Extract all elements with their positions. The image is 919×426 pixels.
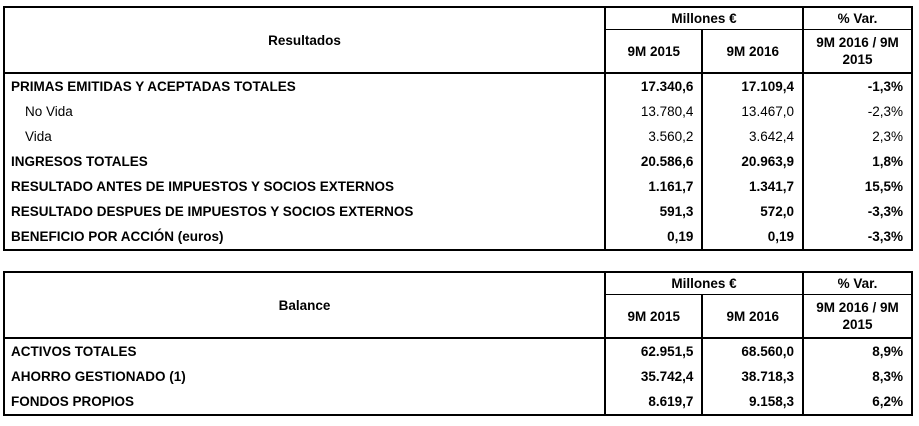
row-value-2015: 8.619,7	[605, 389, 702, 415]
row-label: RESULTADO ANTES DE IMPUESTOS Y SOCIOS EXTERNOS	[4, 174, 605, 199]
row-label: Vida	[4, 124, 605, 149]
row-value-2016: 0,19	[702, 224, 803, 250]
results-title: Resultados	[4, 7, 605, 73]
row-value-2015: 62.951,5	[605, 338, 702, 364]
row-value-2015: 1.161,7	[605, 174, 702, 199]
results-table	[3, 6, 913, 251]
row-value-2016: 17.109,4	[702, 73, 803, 99]
row-variation: 6,2%	[803, 389, 912, 415]
balance-col-2015: 9M 2015	[605, 295, 702, 338]
row-value-2015: 0,19	[605, 224, 702, 250]
row-value-2015: 35.742,4	[605, 364, 702, 389]
row-variation: -1,3%	[803, 73, 912, 99]
row-variation: 8,3%	[803, 364, 912, 389]
row-label: INGRESOS TOTALES	[4, 149, 605, 174]
row-value-2016: 20.963,9	[702, 149, 803, 174]
results-col-2015: 9M 2015	[605, 30, 702, 73]
row-value-2016: 572,0	[702, 199, 803, 224]
results-var-header: % Var.	[803, 7, 912, 30]
table-row	[4, 389, 912, 415]
row-variation: 15,5%	[803, 174, 912, 199]
table-row	[4, 174, 912, 199]
row-value-2015: 20.586,6	[605, 149, 702, 174]
row-variation: 1,8%	[803, 149, 912, 174]
balance-var-sub: 9M 2016 / 9M 2015	[803, 295, 912, 338]
row-variation: -3,3%	[803, 224, 912, 250]
row-value-2015: 13.780,4	[605, 99, 702, 124]
row-label: BENEFICIO POR ACCIÓN (euros)	[4, 224, 605, 250]
balance-var-header: % Var.	[803, 272, 912, 295]
row-value-2016: 1.341,7	[702, 174, 803, 199]
results-var-sub: 9M 2016 / 9M 2015	[803, 30, 912, 73]
row-value-2016: 3.642,4	[702, 124, 803, 149]
results-col-2016: 9M 2016	[702, 30, 803, 73]
row-value-2016: 38.718,3	[702, 364, 803, 389]
row-label: RESULTADO DESPUES DE IMPUESTOS Y SOCIOS EXTERNOS	[4, 199, 605, 224]
table-row	[4, 99, 912, 124]
table-row	[4, 124, 912, 149]
row-variation: 2,3%	[803, 124, 912, 149]
row-value-2015: 591,3	[605, 199, 702, 224]
balance-group-header: Millones €	[605, 272, 803, 295]
balance-col-2016: 9M 2016	[702, 295, 803, 338]
row-variation: 8,9%	[803, 338, 912, 364]
results-group-header: Millones €	[605, 7, 803, 30]
table-row	[4, 149, 912, 174]
table-row	[4, 224, 912, 250]
table-row	[4, 364, 912, 389]
row-label: ACTIVOS TOTALES	[4, 338, 605, 364]
row-variation: -2,3%	[803, 99, 912, 124]
row-label: AHORRO GESTIONADO (1)	[4, 364, 605, 389]
row-label: No Vida	[4, 99, 605, 124]
balance-table	[3, 271, 913, 416]
row-value-2015: 3.560,2	[605, 124, 702, 149]
row-value-2015: 17.340,6	[605, 73, 702, 99]
row-label: FONDOS PROPIOS	[4, 389, 605, 415]
table-row	[4, 338, 912, 364]
balance-title: Balance	[4, 272, 605, 338]
table-row	[4, 199, 912, 224]
row-variation: -3,3%	[803, 199, 912, 224]
table-row	[4, 73, 912, 99]
row-value-2016: 9.158,3	[702, 389, 803, 415]
row-label: PRIMAS EMITIDAS Y ACEPTADAS TOTALES	[4, 73, 605, 99]
row-value-2016: 68.560,0	[702, 338, 803, 364]
row-value-2016: 13.467,0	[702, 99, 803, 124]
